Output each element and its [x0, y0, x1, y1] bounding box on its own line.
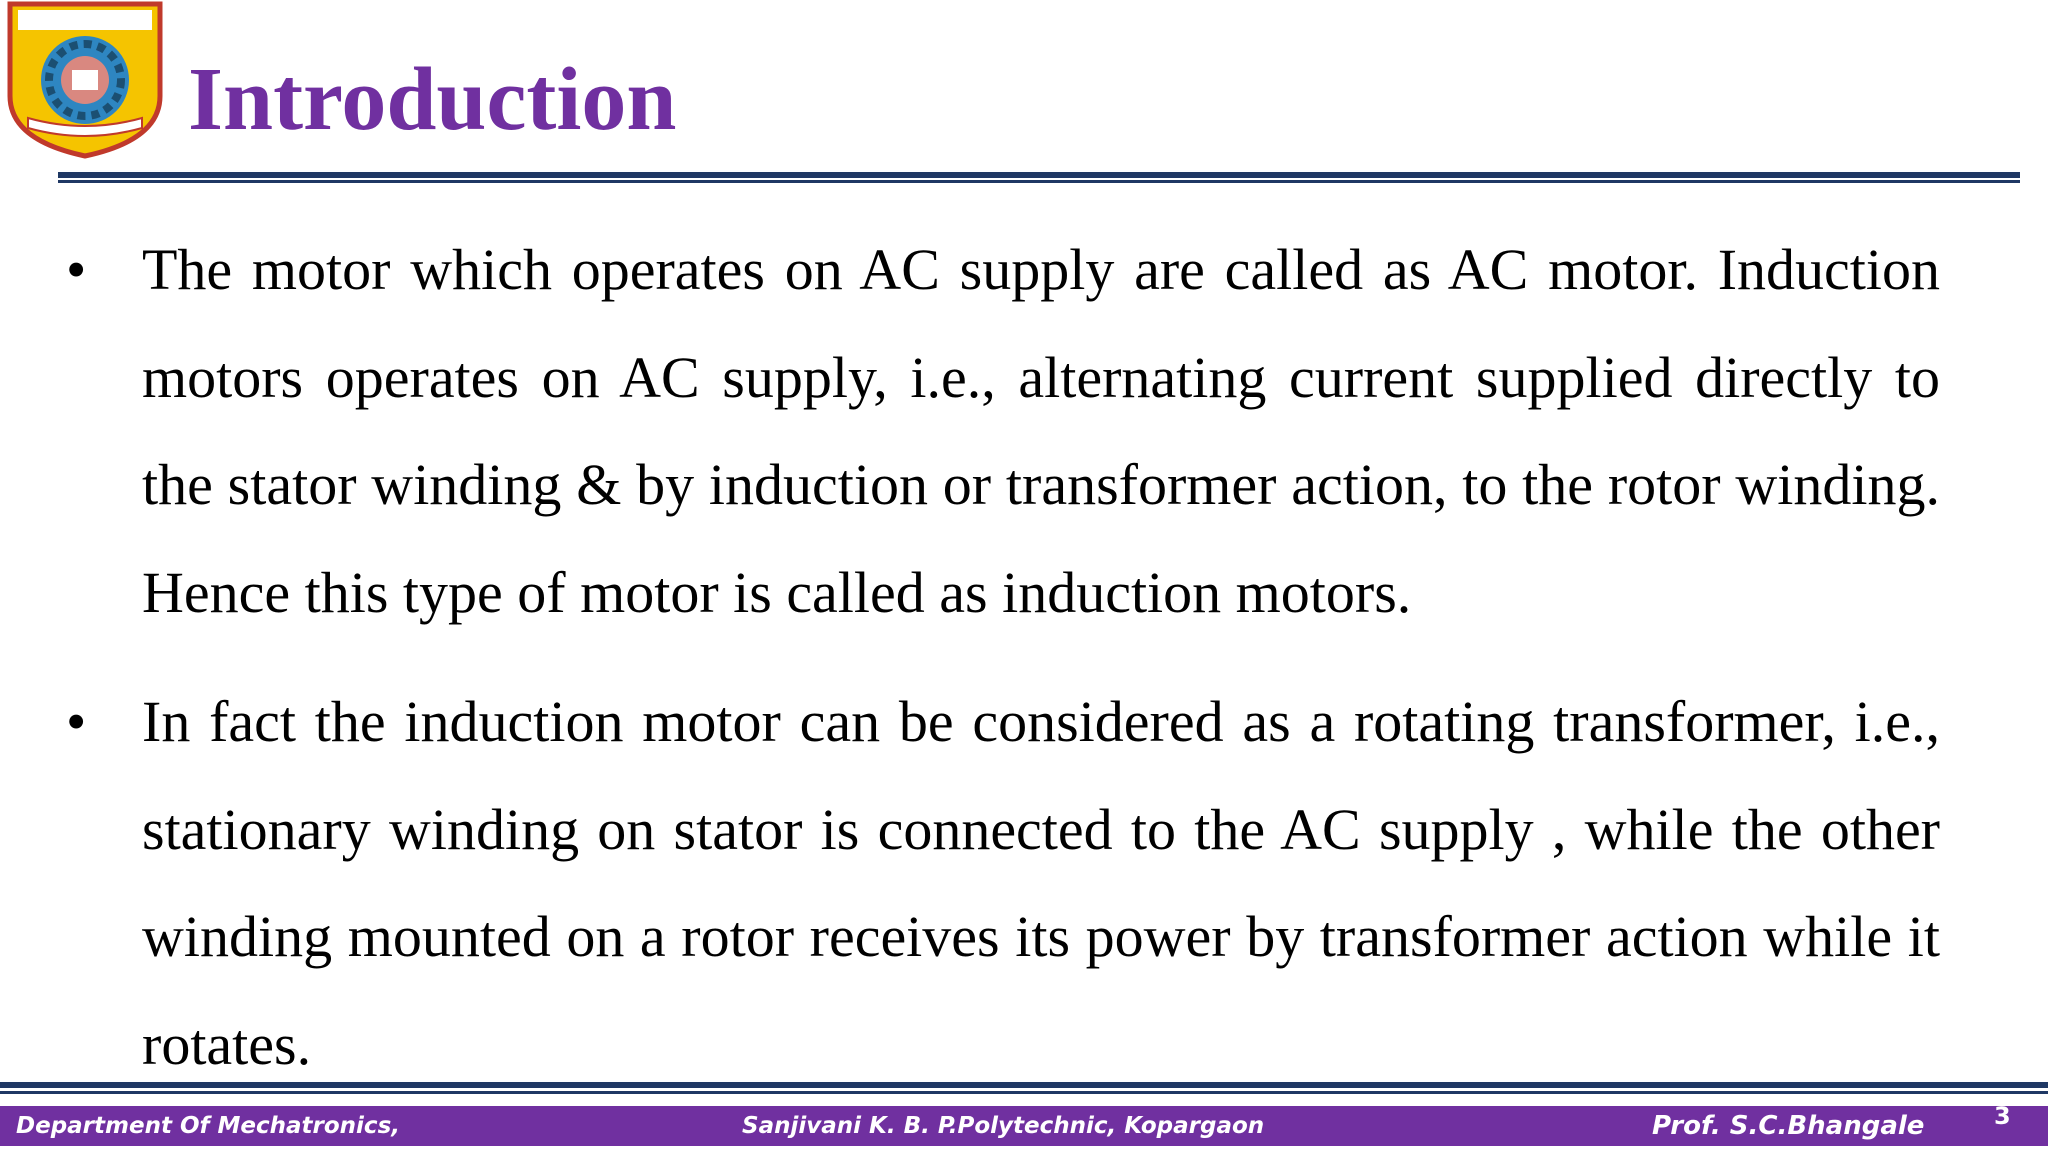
- footer-department: Department Of Mechatronics,: [16, 1113, 400, 1139]
- bullet-marker: •: [66, 689, 87, 754]
- slide-body: [58, 216, 1940, 1098]
- footer-author: Prof. S.C.Bhangale: [1652, 1111, 1925, 1141]
- title-divider-thick: [58, 172, 2020, 178]
- page-number: 3: [1994, 1102, 2011, 1130]
- title-divider-thin: [58, 180, 2020, 183]
- footer-divider-thick: [0, 1082, 2048, 1088]
- bullet-marker: •: [66, 237, 87, 302]
- footer-bar: [0, 1106, 2048, 1146]
- bullet-text: In fact the induction motor can be considered as a rotating transformer, i.e., stationary winding on stator is connected to the AC supply , while the other winding mounted on a rotor receives its power by transformer action while it rotates.: [142, 689, 1940, 1077]
- slide-title: Introduction: [188, 50, 677, 149]
- institution-logo: [0, 0, 170, 160]
- bullet-text: The motor which operates on AC supply are called as AC motor. Induction motors operates on AC supply, i.e., alternating current supplied directly to the stator winding & by induction or transformer action, to the rotor winding. Hence this type of motor is called as induction motors.: [142, 237, 1940, 625]
- footer-institution: Sanjivani K. B. P.Polytechnic, Kopargaon: [742, 1113, 1265, 1139]
- footer-divider-thin: [0, 1091, 2048, 1094]
- institution-crest-icon: [0, 0, 170, 160]
- bullet-item: [58, 668, 1940, 1098]
- bullet-item: [58, 216, 1940, 646]
